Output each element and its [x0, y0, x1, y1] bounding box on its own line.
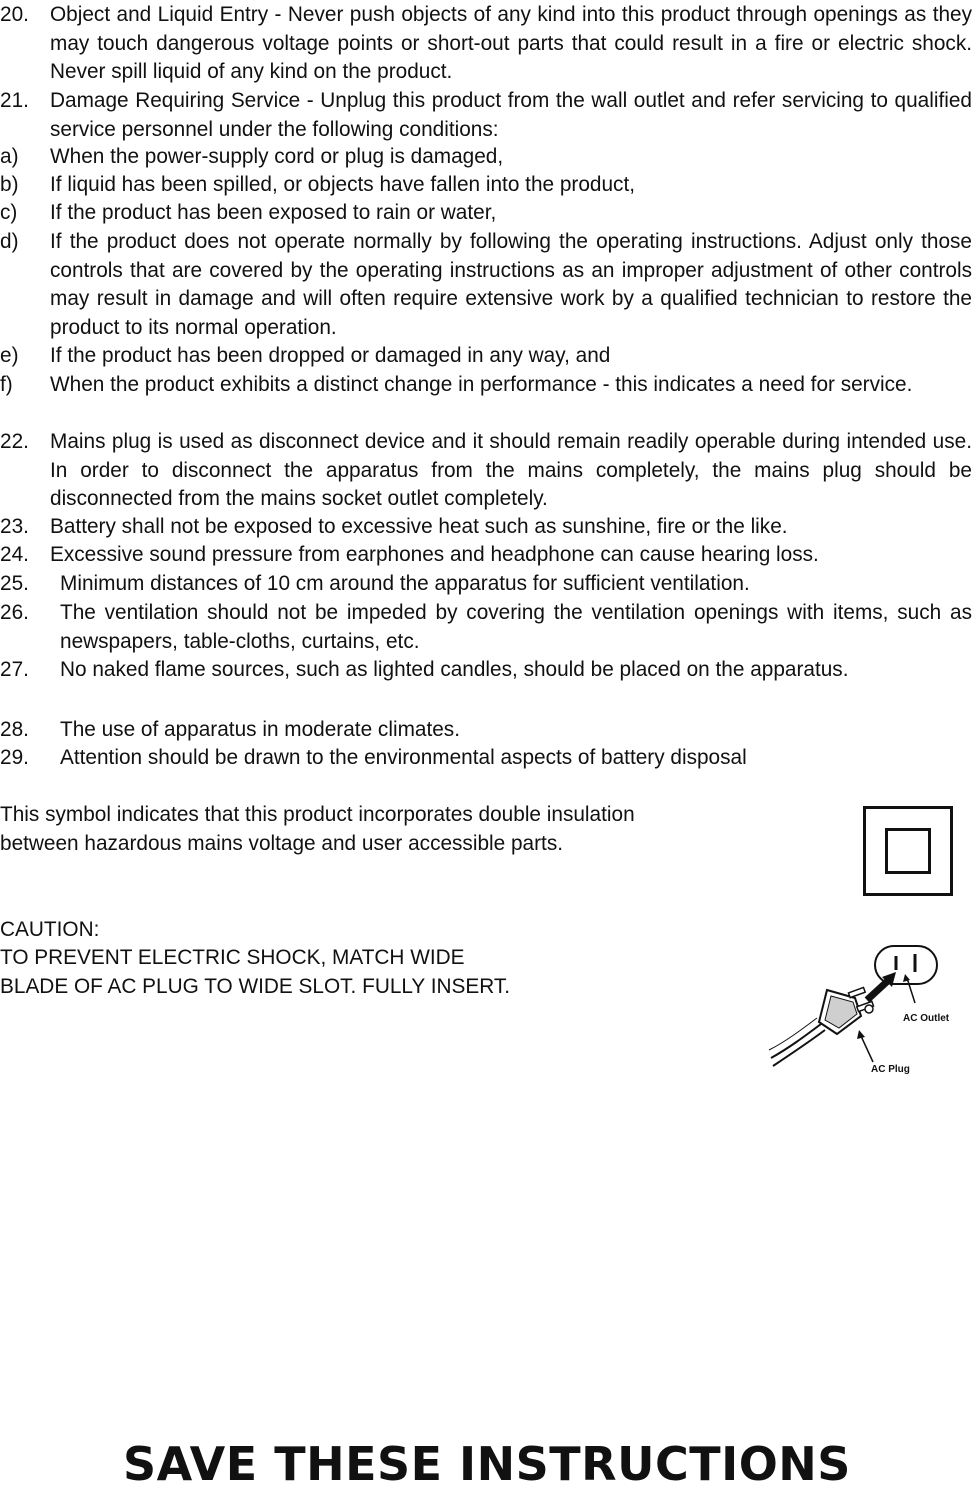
list-number: 25. [0, 572, 29, 595]
list-number: 26. [0, 601, 29, 624]
list-text: Object and Liquid Entry - Never push objects of any kind into this product through openings as they may touch dangerous voltage points or short-out parts that could result in a fire or electric shock. Never spill liquid of any kind on the product. [50, 3, 972, 83]
list-text: If liquid has been spilled, or objects have fallen into the product, [50, 173, 635, 196]
list-number: 27. [0, 658, 29, 681]
list-letter: e) [0, 344, 19, 367]
list-text: Minimum distances of 10 cm around the apparatus for sufficient ventilation. [60, 572, 750, 595]
ac-plug-label: AC Plug [871, 1064, 910, 1075]
list-number: 20. [0, 3, 29, 26]
save-instructions-title: SAVE THESE INSTRUCTIONS [123, 1437, 851, 1491]
list-item-b [0, 171, 972, 200]
list-text: Attention should be drawn to the environmental aspects of battery disposal [60, 746, 747, 769]
list-number: 21. [0, 89, 29, 112]
caution-line-2: BLADE OF AC PLUG TO WIDE SLOT. FULLY INSERT. [0, 975, 511, 998]
symbol-note-line-1: This symbol indicates that this product incorporates double insulation [0, 803, 635, 826]
list-item-21 [0, 87, 972, 144]
plug-pointer [861, 1036, 873, 1062]
list-number: 29. [0, 746, 29, 769]
list-item-e [0, 342, 972, 371]
list-text: Excessive sound pressure from earphones and headphone can cause hearing loss. [50, 543, 819, 566]
list-text: Battery shall not be exposed to excessive heat such as sunshine, fire or the like. [50, 515, 788, 538]
list-number: 28. [0, 718, 29, 741]
list-item-20 [0, 1, 972, 87]
ac-plug-icon [769, 987, 874, 1066]
symbol-note-line-2: between hazardous mains voltage and user accessible parts. [0, 832, 563, 855]
list-text: Mains plug is used as disconnect device and it should remain readily operable during intended use. In order to disconnect the apparatus from the mains completely, the mains plug should be disconnected from the mains socket outlet completely. [50, 430, 972, 510]
list-item-24 [0, 541, 972, 570]
list-text: When the product exhibits a distinct change in performance - this indicates a need for service. [50, 373, 913, 396]
list-item-23 [0, 513, 972, 542]
list-item-28 [0, 716, 972, 745]
list-text: If the product has been exposed to rain or water, [50, 201, 497, 224]
caution-heading: CAUTION: [0, 918, 100, 941]
list-text: When the power-supply cord or plug is damaged, [50, 145, 504, 168]
list-text: Damage Requiring Service - Unplug this product from the wall outlet and refer servicing to qualified service personnel under the following conditions: [50, 89, 972, 141]
list-item-29 [0, 744, 972, 773]
list-item-22 [0, 428, 972, 514]
list-item-f [0, 371, 972, 400]
list-letter: f) [0, 373, 13, 396]
list-letter: c) [0, 201, 18, 224]
ac-plug-diagram [765, 938, 955, 1078]
list-item-c [0, 199, 972, 228]
list-item-27 [0, 656, 972, 685]
list-text: The ventilation should not be impeded by covering the ventilation openings with items, such as newspapers, table-cloths, curtains, etc. [60, 601, 972, 653]
list-letter: b) [0, 173, 19, 196]
ac-outlet-label: AC Outlet [903, 1013, 950, 1024]
double-insulation-symbol-icon [863, 806, 953, 896]
list-item-d [0, 228, 972, 342]
list-letter: d) [0, 230, 19, 253]
list-text: If the product does not operate normally by following the operating instructions. Adjust only those controls that are covered by the operating instructions as an improper adjustment of other controls may result in damage and will often require extensive work by a qualified technician to restore the product to its normal operation. [50, 230, 972, 339]
list-number: 23. [0, 515, 29, 538]
list-item-a [0, 143, 972, 172]
list-text: The use of apparatus in moderate climates. [60, 718, 460, 741]
caution-line-1: TO PREVENT ELECTRIC SHOCK, MATCH WIDE [0, 946, 465, 969]
list-text: No naked flame sources, such as lighted candles, should be placed on the apparatus. [60, 658, 849, 681]
list-text: If the product has been dropped or damaged in any way, and [50, 344, 611, 367]
list-item-25 [0, 570, 972, 599]
list-item-26 [0, 599, 972, 656]
symbol-inner-square [885, 828, 931, 874]
list-number: 22. [0, 430, 29, 453]
list-number: 24. [0, 543, 29, 566]
list-letter: a) [0, 145, 19, 168]
